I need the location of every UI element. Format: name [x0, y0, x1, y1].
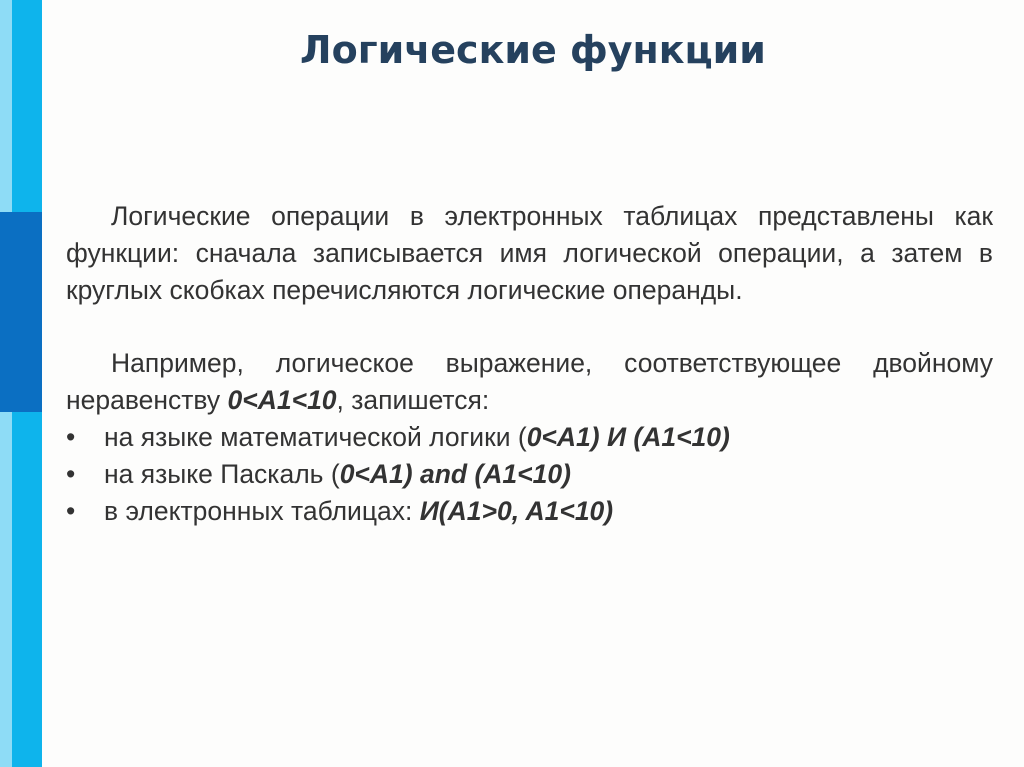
list-item-expression: 0<A1) И (A1<10): [526, 422, 730, 452]
list-item-math-logic: [66, 419, 993, 456]
list-item-text: в электронных таблицах:: [104, 496, 420, 526]
list-item-text: на языке математической логики (: [104, 422, 527, 452]
list-item-text: на языке Паскаль (: [104, 459, 340, 489]
bullet-icon: •: [66, 459, 76, 489]
slide-title: Логические функции: [300, 28, 766, 72]
left-accent-block: [0, 212, 42, 412]
list-item-pascal: [66, 456, 993, 493]
inequality-expression: 0<A1<10: [227, 385, 337, 415]
bullet-icon: •: [66, 496, 76, 526]
list-item-spreadsheets: [66, 493, 993, 530]
notation-list: [66, 419, 993, 530]
list-item-expression: 0<A1) and (A1<10): [339, 459, 571, 489]
example-paragraph: [66, 345, 993, 419]
slide-body: [66, 198, 993, 530]
bullet-icon: •: [66, 422, 76, 452]
example-text: Например, логическое выражение, соответствующее двойному неравенству: [66, 348, 993, 415]
list-item-expression: И(A1>0, A1<10): [419, 496, 614, 526]
intro-paragraph: Логические операции в электронных таблицах представлены как функции: сначала записывается имя логической операции, а затем в круглых скобках перечисляются логические операнды.: [66, 201, 993, 305]
example-tail: , запишется:: [336, 385, 490, 415]
